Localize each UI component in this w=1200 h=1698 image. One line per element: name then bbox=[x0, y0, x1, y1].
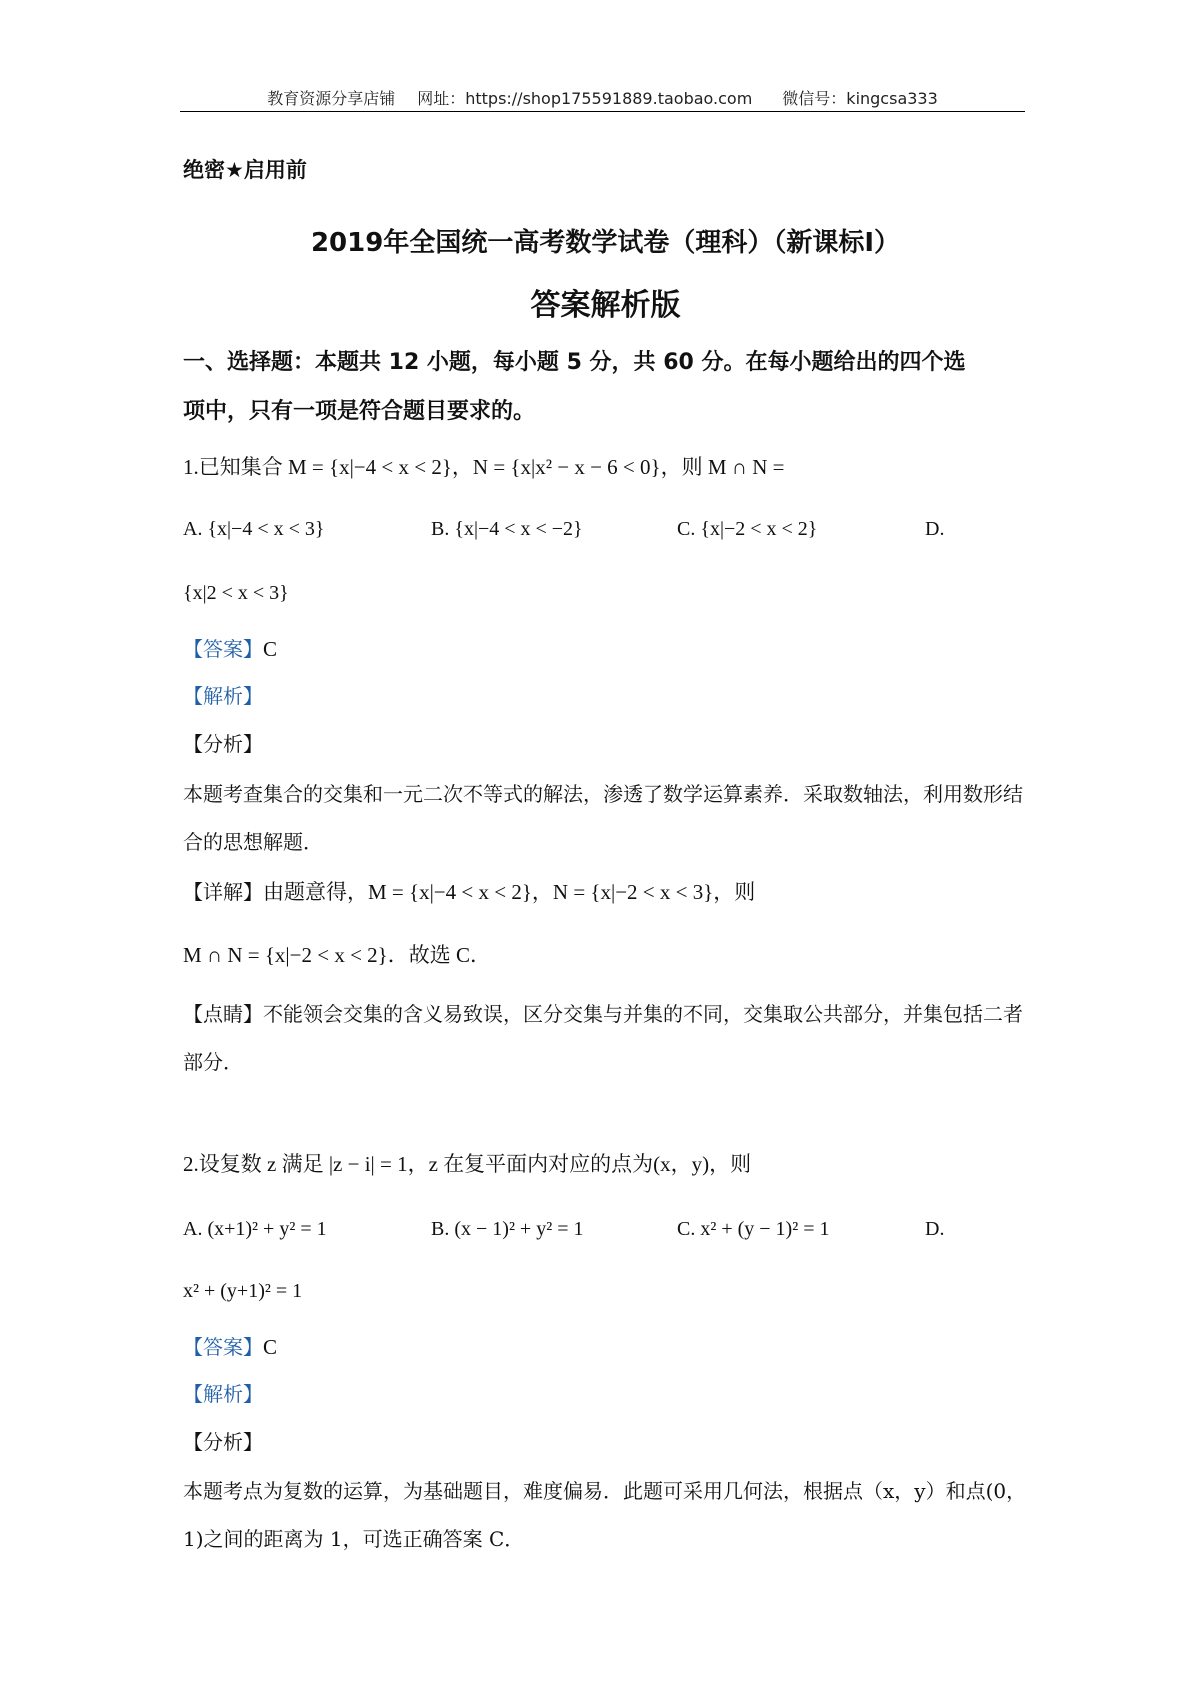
header-shop: 教育资源分享店铺 bbox=[267, 89, 396, 108]
q1-option-b: B. {x|−4 < x < −2} bbox=[431, 518, 583, 540]
q1-option-a: A. {x|−4 < x < 3} bbox=[183, 518, 325, 540]
q2-option-b: B. (x − 1)² + y² = 1 bbox=[431, 1218, 584, 1240]
q1-dianjing-text: 不能领会交集的含义易致误，区分交集与并集的不同，交集取公共部分，并集包括二者部分． bbox=[183, 1002, 1023, 1074]
header-url[interactable]: 网址：https://shop175591889.taobao.com bbox=[417, 89, 753, 108]
q1-dianjing-tag: 【点睛】 bbox=[183, 1002, 263, 1026]
q1-stem: 1.已知集合 M = {x|−4 < x < 2}，N = {x|x² − x − 6 < 0}，则 M ∩ N = bbox=[183, 455, 785, 479]
section-heading-line1: 一、选择题：本题共 12 小题，每小题 5 分，共 60 分。在每小题给出的四个选 bbox=[183, 350, 966, 375]
page-header bbox=[180, 86, 1025, 109]
q2-option-c: C. x² + (y − 1)² = 1 bbox=[677, 1218, 830, 1240]
q1-answer: C bbox=[263, 637, 278, 661]
q1-option-c: C. {x|−2 < x < 2} bbox=[677, 518, 818, 540]
q2-answer-row bbox=[183, 1335, 277, 1360]
q2-fenxi-text: 本题考点为复数的运算，为基础题目，难度偏易．此题可采用几何法，根据点（x，y）和点(0，1)之间的距离为 1，可选正确答案 C． bbox=[183, 1479, 1027, 1551]
secret-label: 绝密★启用前 bbox=[183, 158, 307, 182]
q2-option-d-label: D. bbox=[925, 1218, 945, 1240]
q2-answer: C bbox=[263, 1335, 278, 1359]
q1-xiangjie-row bbox=[183, 880, 755, 905]
page-subtitle: 答案解析版 bbox=[530, 288, 681, 323]
q2-jiexi-tag: 【解析】 bbox=[183, 1382, 263, 1406]
q1-answer-row bbox=[183, 637, 277, 662]
q1-fenxi-tag: 【分析】 bbox=[183, 732, 263, 756]
page-title: 2019年全国统一高考数学试卷（理科）（新课标Ⅰ） bbox=[310, 228, 901, 258]
q1-xiangjie-line2: M ∩ N = {x|−2 < x < 2}．故选 C． bbox=[183, 943, 491, 967]
q1-option-d-label: D. bbox=[925, 518, 945, 540]
section-heading-line2: 项中，只有一项是符合题目要求的。 bbox=[183, 399, 536, 424]
q1-xiangjie-tag: 【详解】 bbox=[183, 880, 263, 904]
q2-fenxi-tag: 【分析】 bbox=[183, 1430, 263, 1454]
q1-option-d-value: {x|2 < x < 3} bbox=[183, 582, 289, 604]
q1-dianjing bbox=[183, 990, 1028, 1086]
q2-answer-tag: 【答案】 bbox=[183, 1335, 263, 1359]
header-wechat: 微信号：kingcsa333 bbox=[782, 89, 938, 108]
q2-stem: 2.设复数 z 满足 |z − i| = 1，z 在复平面内对应的点为(x，y)，则 bbox=[183, 1152, 752, 1176]
q1-jiexi-tag: 【解析】 bbox=[183, 684, 263, 708]
q1-answer-tag: 【答案】 bbox=[183, 637, 263, 661]
q2-option-d-value: x² + (y+1)² = 1 bbox=[183, 1280, 303, 1302]
q1-fenxi-text: 本题考查集合的交集和一元二次不等式的解法，渗透了数学运算素养．采取数轴法，利用数形结合的思想解题． bbox=[183, 782, 1023, 854]
q2-option-a: A. (x+1)² + y² = 1 bbox=[183, 1218, 327, 1240]
q1-xiangjie-text: 由题意得，M = {x|−4 < x < 2}，N = {x|−2 < x < 3}，则 bbox=[263, 880, 756, 904]
header-divider bbox=[180, 111, 1025, 112]
